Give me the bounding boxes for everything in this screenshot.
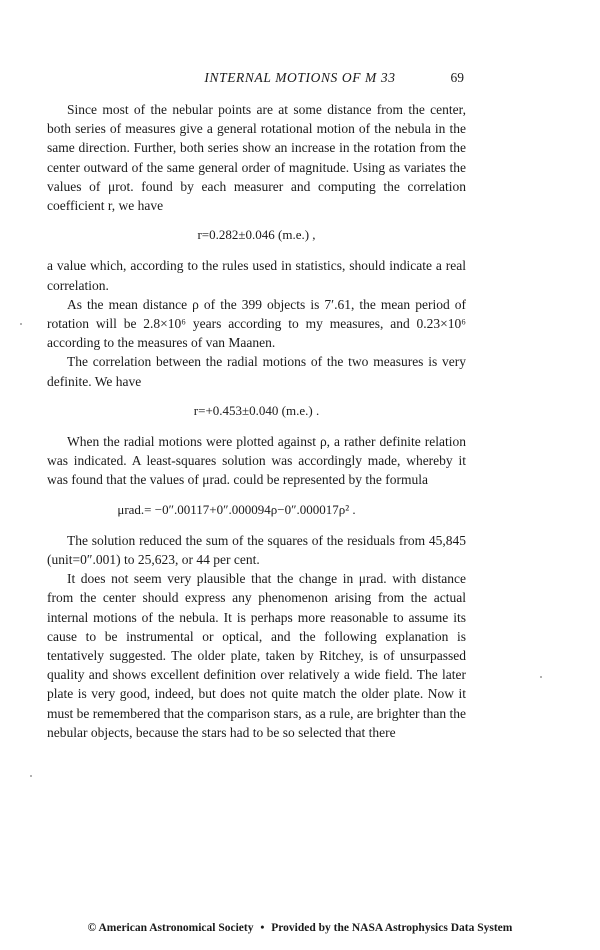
scan-speck [30, 775, 32, 777]
paragraph-explanation: It does not seem very plausible that the change in μrad. with distance from the center should express any phenomenon arising from the actual internal motions of the nebula. It is perhaps more reasonable to assume its cause to be instrumental or optical, and the following explanation is tentatively suggested. The older plate, taken by Ritchey, is of unsurpassed quality and shows excellent definition over relatively a wide field. The later plate is very good, indeed, but does not quite match the older plate. Now it must be remembered that the comparison stars, as a rule, are brighter than the nebular objects, because the stars had to be so selected that there [47, 571, 466, 740]
running-header [0, 70, 600, 90]
paragraph-mean-period: As the mean distance ρ of the 399 objects is 7′.61, the mean period of rotation will be 2.8×10⁶ years according to my measures, and 0.23×10⁶ according to the measures of van Maanen. [47, 296, 466, 351]
paragraph-real-correlation: a value which, according to the rules used in statistics, should indicate a real correlation. [47, 258, 466, 293]
paragraph-residuals: The solution reduced the sum of the squares of the residuals from 45,845 (unit=0″.001) to 25,623, or 44 per cent. [47, 532, 466, 568]
equation-correlation-radial: r=+0.453±0.040 (m.e.) . [193, 402, 320, 418]
scan-speck [540, 676, 542, 678]
scan-speck [20, 323, 22, 325]
page-number: 69 [450, 70, 464, 85]
running-title: INTERNAL MOTIONS OF M 33 [204, 70, 396, 85]
copyright-footer [0, 922, 600, 934]
body-text [47, 100, 466, 742]
paragraph-rotation: Since most of the nebular points are at some distance from the center, both series of measures give a general rotational motion of the nebula in the same direction. Further, both series show an increase in the rotation from the center outward of the same general order of magnitude. Using as variates the values of μrot. found by each measurer and computing the correlation coefficient r, we have [47, 102, 466, 214]
equation-mu-rad-formula: μrad.= −0″.00117+0″.000094ρ−0″.000017ρ² . [117, 501, 356, 517]
footer-separator: • [260, 922, 265, 934]
footer-copyright: © American Astronomical Society [87, 922, 254, 934]
equation-correlation-rotation: r=0.282±0.046 (m.e.) , [197, 227, 316, 243]
paragraph-radial-correlation: The correlation between the radial motions of the two measures is very definite. We have [47, 354, 466, 389]
footer-provider: Provided by the NASA Astrophysics Data System [271, 922, 513, 934]
paragraph-least-squares: When the radial motions were plotted against ρ, a rather definite relation was indicated. A least-squares solution was accordingly made, whereby it was found that the values of μrad. could be represented by the formula [47, 434, 466, 488]
